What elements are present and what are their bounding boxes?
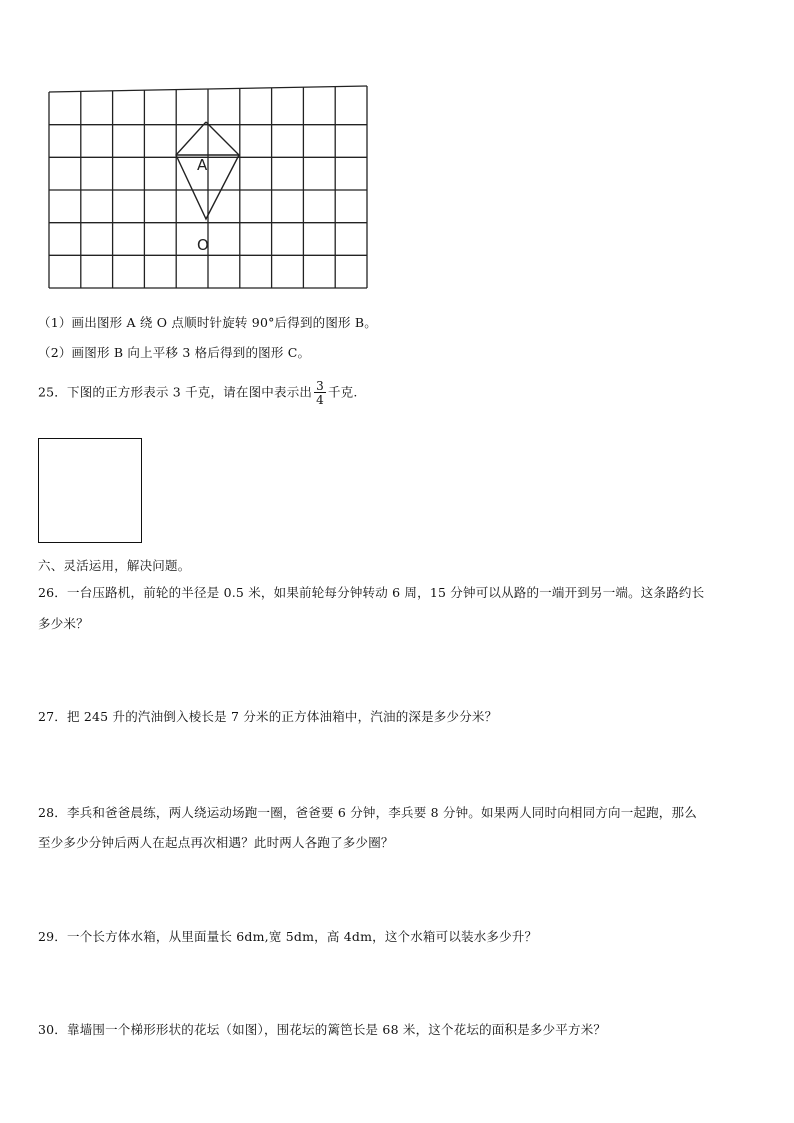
section6-title: 六、灵活运用，解决问题。	[38, 558, 191, 573]
label-o: O	[197, 236, 209, 254]
q28-line1: 28．李兵和爸爸晨练，两人绕运动场跑一圈，爸爸要 6 分钟，李兵要 8 分钟。如果两人同时向相同方向一起跑，那么	[38, 805, 697, 820]
fraction-denominator: 4	[316, 393, 324, 407]
grid-lines	[49, 86, 367, 288]
grid-figure	[46, 84, 370, 293]
q24-part1: （1）画出图形 A 绕 O 点顺时针旋转 90°后得到的图形 B。	[38, 315, 378, 330]
q26-line1: 26．一台压路机，前轮的半径是 0.5 米，如果前轮每分钟转动 6 周，15 分钟可以从路的一端开到另一端。这条路约长	[38, 585, 705, 600]
fraction-three-quarters	[314, 380, 326, 406]
q29: 29．一个长方体水箱，从里面量长 6dm,宽 5dm，高 4dm，这个水箱可以装水多少升？	[38, 929, 538, 944]
q26-line2: 多少米？	[38, 616, 89, 631]
q25-text-after: 千克.	[327, 384, 358, 400]
kite-grid-svg	[46, 84, 370, 290]
fraction-numerator: 3	[316, 379, 324, 393]
q24-part2: （2）画图形 B 向上平移 3 格后得到的图形 C。	[38, 345, 311, 360]
q25-text-before: 25．下图的正方形表示 3 千克，请在图中表示出	[38, 384, 313, 400]
q28-line2: 至少多少分钟后两人在起点再次相遇？此时两人各跑了多少圈？	[38, 835, 394, 850]
q25	[38, 380, 358, 406]
q30: 30．靠墙围一个梯形形状的花坛（如图），围花坛的篱笆长是 68 米，这个花坛的面积是多少平方米？	[38, 1022, 607, 1037]
square-figure	[38, 438, 142, 543]
label-a: A	[197, 156, 208, 174]
q27: 27．把 245 升的汽油倒入棱长是 7 分米的正方体油箱中，汽油的深是多少分米？	[38, 709, 498, 724]
